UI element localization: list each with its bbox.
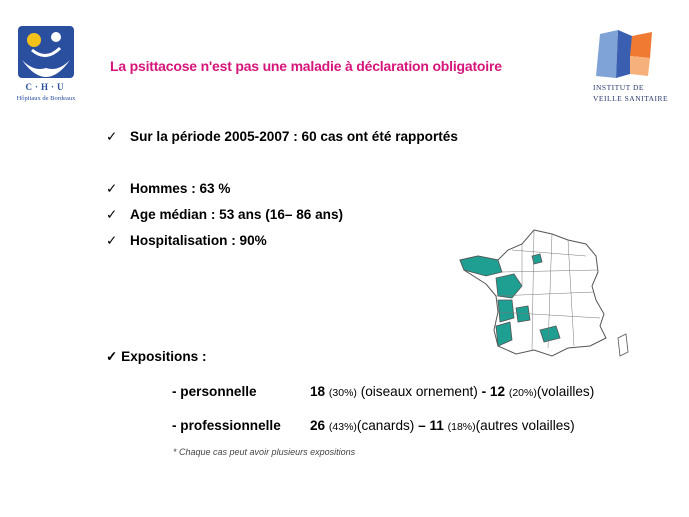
invs-line-2: VEILLE SANITAIRE: [593, 94, 669, 103]
bullet-hospitalisation: [106, 233, 267, 249]
bullet-periode: [106, 129, 458, 145]
invs-line-1: INSTITUT DE: [593, 83, 644, 92]
expo-pct-1: (30%): [328, 387, 357, 399]
check-icon: ✓: [106, 233, 118, 248]
bullet-text: Hospitalisation : 90%: [130, 233, 267, 248]
check-icon: ✓: [106, 207, 118, 222]
expo-type-2: (autres volailles): [475, 418, 575, 433]
bullet-text: Age médian : 53 ans (16– 86 ans): [130, 207, 344, 222]
bullet-text: Sur la période 2005-2007 : 60 cas ont été rapportés: [130, 129, 458, 144]
expo-count-2: 12: [489, 384, 506, 399]
expo-pct-2: (18%): [447, 421, 476, 433]
expo-label: - professionnelle: [172, 418, 281, 433]
expo-label: - personnelle: [172, 384, 257, 399]
chu-logo-name: C·H·U: [25, 82, 67, 92]
expo-type-1: (oiseaux ornement): [360, 384, 478, 399]
expo-sep: –: [418, 418, 426, 433]
invs-logo: [592, 28, 658, 80]
invs-logo-text: [593, 82, 683, 104]
slide-title: La psittacose n'est pas une maladie à déclaration obligatoire: [110, 58, 502, 74]
expo-pct-1: (43%): [328, 421, 357, 433]
check-icon: ✓: [106, 129, 118, 144]
bullet-age: [106, 207, 343, 223]
chu-logo-subtitle: Hôpitaux de Bordeaux: [16, 95, 76, 102]
expo-count-2: 11: [429, 418, 444, 433]
expo-row-personnelle: [172, 384, 594, 399]
expo-row-professionnelle: [172, 418, 575, 433]
expo-count-1: 26: [310, 418, 326, 433]
expo-sep: -: [481, 384, 487, 399]
expo-count-1: 18: [310, 384, 326, 399]
footnote: * Chaque cas peut avoir plusieurs expositions: [173, 447, 356, 457]
bullet-text: Hommes : 63 %: [130, 181, 231, 196]
expo-type-2: (volailles): [536, 384, 595, 399]
expositions-heading: ✓ Expositions :: [106, 349, 207, 364]
bullet-hommes: [106, 181, 230, 197]
expo-type-1: (canards): [356, 418, 415, 433]
france-map: [456, 226, 636, 366]
check-icon: ✓: [106, 181, 118, 196]
expo-pct-2: (20%): [508, 387, 537, 399]
